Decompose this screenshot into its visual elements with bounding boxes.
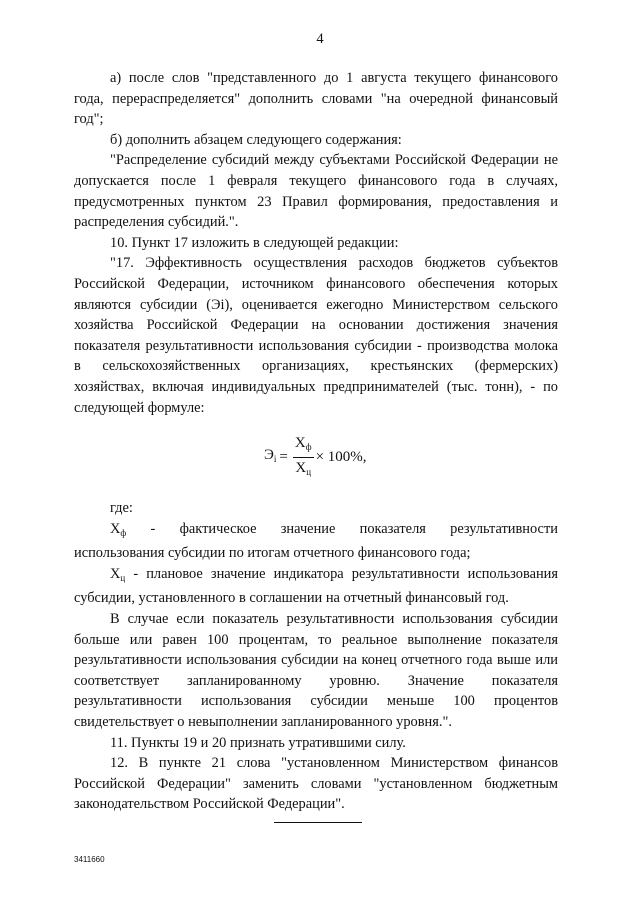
page-number: 4 — [316, 31, 324, 47]
xf-word: значение — [280, 520, 336, 537]
xf-word: фактическое — [179, 520, 257, 537]
where-label: где: — [110, 500, 133, 517]
definition-xf — [74, 519, 558, 544]
xf-word: - — [150, 520, 156, 537]
paragraph-10: 10. Пункт 17 изложить в следующей редакции: — [110, 234, 399, 251]
paragraph-12: 12. В пункте 21 слова "установленном Министерством финансов Российской Федерации" заменить словами "установленном бюджетным законодательством Российской Федерации". — [74, 755, 558, 813]
formula-equals: = — [279, 449, 288, 466]
xf-word: показателя — [359, 520, 426, 537]
formula-numerator: $Х_ф$ — [293, 434, 314, 458]
end-rule — [274, 822, 362, 823]
paragraph-conclusion: В случае если показатель результативности использования субсидии больше или равен 100 процентам, то реальное выполнение показателя результативности использования субсидии на конец отчетного года выше или соответствует запланированному уровню. Значение показателя результативности использования субсидии меньше 100 процентов свидетельствует о невыполнении запланированного уровня.". — [74, 611, 558, 731]
xf-symbol: $Х_ф$ — [110, 520, 127, 538]
formula-fraction — [293, 434, 314, 481]
definition-xf-rest: использования субсидии по итогам отчетного финансового года; — [74, 545, 471, 562]
formula — [264, 434, 367, 481]
paragraph-11: 11. Пункты 19 и 20 признать утратившими силу. — [110, 734, 406, 751]
document-code: 3411660 — [74, 855, 105, 864]
paragraph-17: "17. Эффективность осуществления расходов бюджетов субъектов Российской Федерации, источником финансового обеспечения которых являются субсидии (Эi), оценивается ежегодно Министерством сельского хозяйства Российской Федерации на основании достижения значения показателя результативности использования субсидии - производства молока в сельскохозяйственных организациях, крестьянских (фермерских) хозяйствах, включая индивидуальных предпринимателей (тыс. тонн), - по следующей формуле: — [74, 255, 558, 416]
formula-tail: × 100%, — [315, 449, 367, 466]
quoted-paragraph: "Распределение субсидий между субъектами Российской Федерации не допускается после 1 февраля текущего финансового года в случаях, предусмотренных пунктом 23 Правил формирования, предоставления и распределения субсидий.". — [74, 152, 558, 231]
xf-word: результативности — [450, 520, 558, 537]
formula-lhs: $Э_i$ — [264, 447, 277, 465]
formula-block — [74, 418, 558, 498]
paragraph-b: б) дополнить абзацем следующего содержания: — [110, 131, 402, 148]
definition-xc: $Х_ц$ - плановое значение индикатора результативности использования субсидии, установленного в соглашении на отчетный финансовый год. — [74, 565, 558, 607]
paragraph-a: а) после слов "представленного до 1 августа текущего финансового года, перераспределяется" дополнить словами "на очередной финансовый год"; — [74, 70, 558, 128]
document-body — [74, 68, 558, 815]
formula-denominator: $Х_ц$ — [295, 460, 312, 478]
